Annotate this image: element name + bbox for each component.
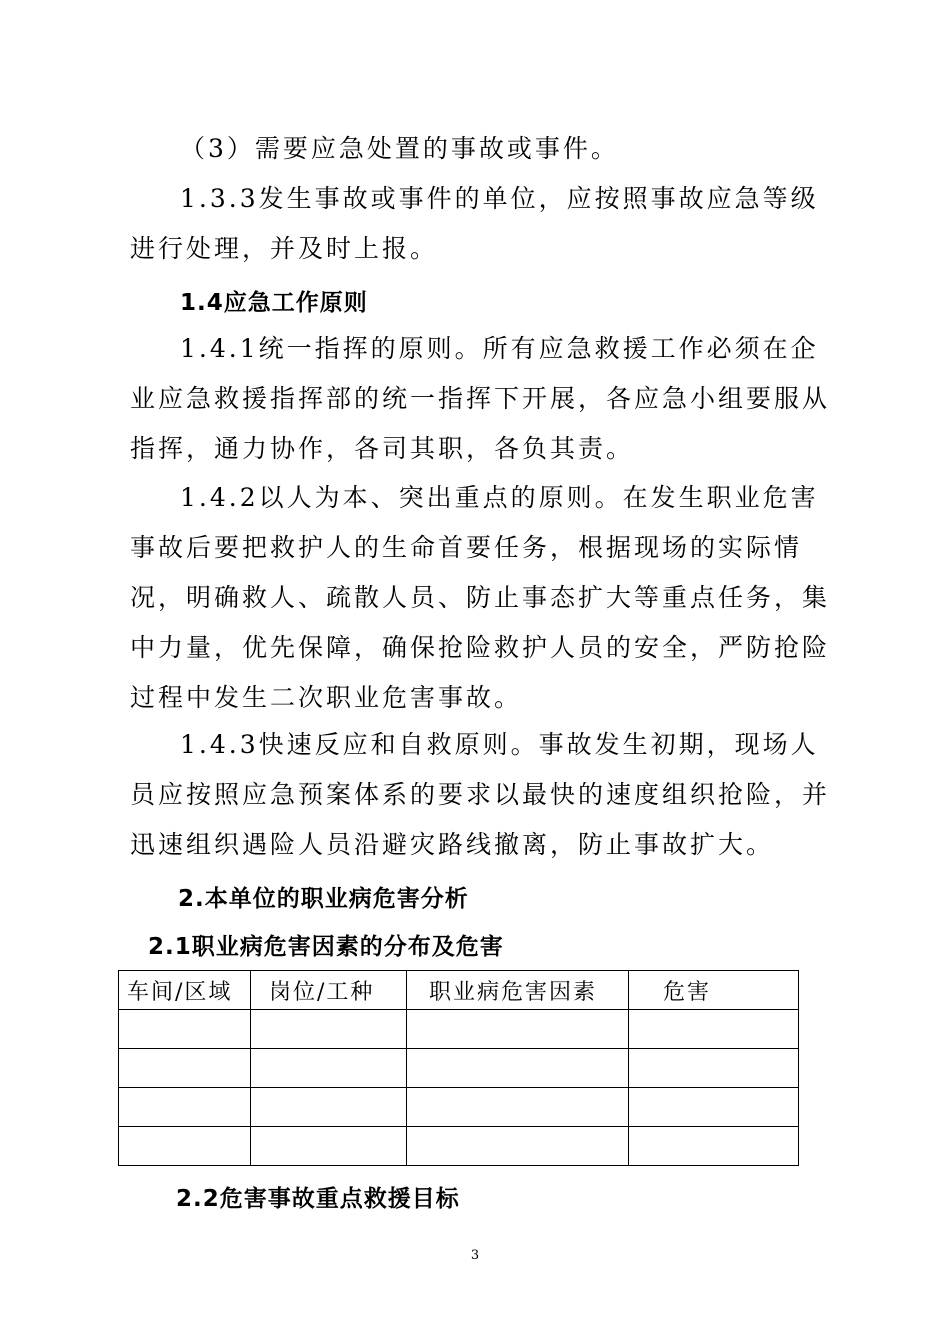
section-1-4-heading: 1.4应急工作原则 — [180, 290, 368, 316]
section-1-4-1-paragraph: 1.4.1统一指挥的原则。所有应急救援工作必须在企业应急救援指挥部的统一指挥下开展，各应急小组要服从指挥，通力协作，各司其职，各负其责。 — [130, 334, 831, 463]
table-cell — [629, 1127, 799, 1166]
table-cell — [407, 1049, 629, 1088]
table-cell — [629, 1088, 799, 1127]
table-row — [119, 1010, 799, 1049]
table-header-cell: 岗位/工种 — [251, 971, 407, 1010]
table-row — [119, 1127, 799, 1166]
table-cell — [407, 1010, 629, 1049]
section-2-2-heading: 2.2危害事故重点救援目标 — [176, 1186, 460, 1212]
section-1-3-3-paragraph: 1.3.3发生事故或事件的单位，应按照事故应急等级进行处理，并及时上报。 — [130, 184, 819, 263]
item-3-paragraph: （3）需要应急处置的事故或事件。 — [180, 134, 619, 163]
hazard-distribution-table — [118, 970, 799, 1166]
table-cell — [119, 1088, 251, 1127]
table-header-cell: 车间/区域 — [119, 971, 251, 1010]
table-header-cell: 危害 — [629, 971, 799, 1010]
table-cell — [407, 1127, 629, 1166]
table-header-row — [119, 971, 799, 1010]
table-row — [119, 1049, 799, 1088]
table-cell — [629, 1049, 799, 1088]
table-header-cell: 职业病危害因素 — [407, 971, 629, 1010]
section-2-1-heading: 2.1职业病危害因素的分布及危害 — [148, 934, 504, 960]
section-2-heading: 2.本单位的职业病危害分析 — [178, 886, 469, 912]
table-cell — [119, 1010, 251, 1049]
section-1-4-2-paragraph: 1.4.2以人为本、突出重点的原则。在发生职业危害事故后要把救护人的生命首要任务，根据现场的实际情况，明确救人、疏散人员、防止事态扩大等重点任务，集中力量，优先保障，确保抢险救护人员的安全，严防抢险过程中发生二次职业危害事故。 — [130, 483, 831, 712]
table-cell — [119, 1049, 251, 1088]
table-cell — [251, 1127, 407, 1166]
table-cell — [251, 1010, 407, 1049]
table-cell — [251, 1088, 407, 1127]
table-cell — [629, 1010, 799, 1049]
table-cell — [119, 1127, 251, 1166]
section-1-4-3-paragraph: 1.4.3快速反应和自救原则。事故发生初期，现场人员应按照应急预案体系的要求以最快的速度组织抢险，并迅速组织遇险人员沿避灾路线撤离，防止事故扩大。 — [130, 730, 831, 859]
table-row — [119, 1088, 799, 1127]
table-cell — [407, 1088, 629, 1127]
page-number: 3 — [470, 1248, 480, 1263]
table-cell — [251, 1049, 407, 1088]
